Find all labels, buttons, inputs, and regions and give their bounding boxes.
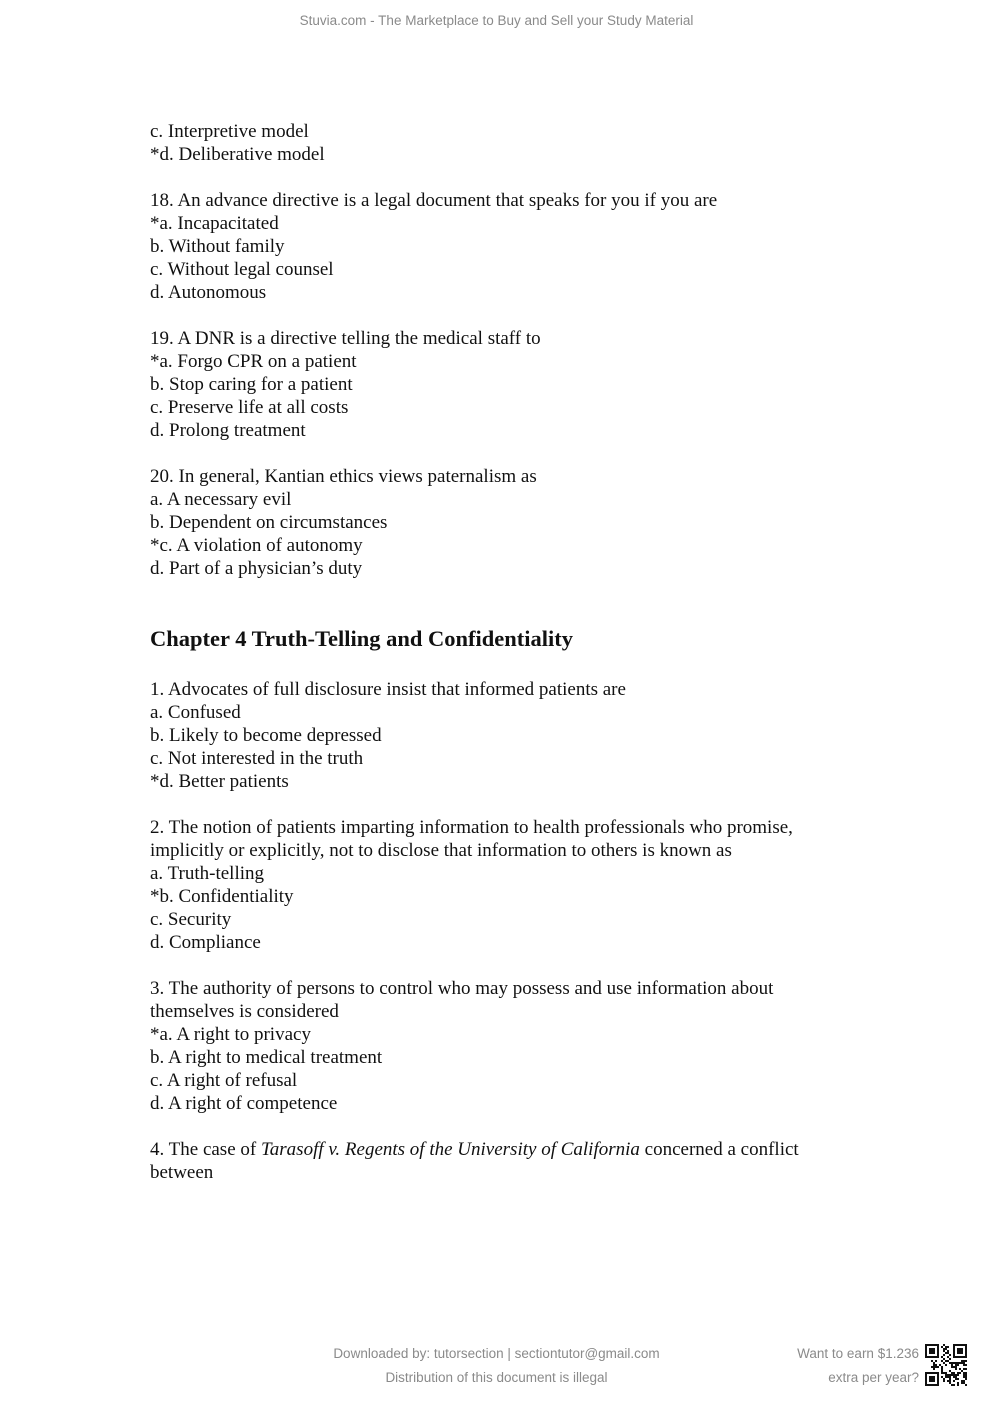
answer-option: b. Without family <box>150 236 285 257</box>
answer-option: *c. A violation of autonomy <box>150 535 363 556</box>
question-block <box>150 678 850 793</box>
answer-option: d. A right of competence <box>150 1093 338 1114</box>
question-text: 19. A DNR is a directive telling the medical staff to <box>150 328 541 349</box>
question-text: themselves is considered <box>150 1001 339 1022</box>
question-block <box>150 120 850 166</box>
answer-option: b. Likely to become depressed <box>150 725 382 746</box>
question-text: 2. The notion of patients imparting information to health professionals who promise, <box>150 817 793 838</box>
answer-option: b. Stop caring for a patient <box>150 374 353 395</box>
qr-code-icon[interactable] <box>925 1344 967 1386</box>
answer-option: d. Part of a physician’s duty <box>150 558 363 579</box>
answer-option: c. Not interested in the truth <box>150 748 364 769</box>
question-block <box>150 327 850 442</box>
answer-option: d. Compliance <box>150 932 261 953</box>
answer-option: *d. Deliberative model <box>150 144 325 165</box>
question-prefix: 4. The case of <box>150 1139 261 1160</box>
question-text: between <box>150 1162 214 1183</box>
question-block <box>150 1138 850 1184</box>
answer-option: d. Autonomous <box>150 282 267 303</box>
answer-option: d. Prolong treatment <box>150 420 306 441</box>
question-block <box>150 465 850 580</box>
answer-option: a. Truth-telling <box>150 863 265 884</box>
answer-option: *a. Forgo CPR on a patient <box>150 351 357 372</box>
answer-option: c. A right of refusal <box>150 1070 298 1091</box>
question-suffix: concerned a conflict <box>639 1139 799 1160</box>
site-header: Stuvia.com - The Marketplace to Buy and Sell your Study Material <box>299 13 694 28</box>
answer-option: *d. Better patients <box>150 771 289 792</box>
document-body <box>150 120 850 1207</box>
question-text: 20. In general, Kantian ethics views paternalism as <box>150 466 537 487</box>
question-text: 18. An advance directive is a legal document that speaks for you if you are <box>150 190 718 211</box>
answer-option: *b. Confidentiality <box>150 886 294 907</box>
question-block <box>150 816 850 954</box>
question-text <box>150 1138 850 1161</box>
answer-option: *a. Incapacitated <box>150 213 279 234</box>
case-name: Tarasoff v. Regents of the University of California <box>260 1139 640 1160</box>
answer-option: b. A right to medical treatment <box>150 1047 383 1068</box>
answer-option: c. Preserve life at all costs <box>150 397 349 418</box>
chapter-heading: Chapter 4 Truth-Telling and Confidentiality <box>150 626 573 651</box>
earn-promo-line-1[interactable]: Want to earn $1.236 <box>797 1346 919 1361</box>
answer-option: c. Interpretive model <box>150 121 309 142</box>
answer-option: c. Security <box>150 909 232 930</box>
earn-promo-line-2[interactable]: extra per year? <box>828 1370 919 1385</box>
download-info: Downloaded by: tutorsection | sectiontutor@gmail.com <box>333 1346 660 1361</box>
question-text: 3. The authority of persons to control who may possess and use information about <box>150 978 774 999</box>
question-block <box>150 189 850 304</box>
question-block <box>150 977 850 1115</box>
answer-option: b. Dependent on circumstances <box>150 512 388 533</box>
answer-option: c. Without legal counsel <box>150 259 334 280</box>
answer-option: a. A necessary evil <box>150 489 292 510</box>
answer-option: a. Confused <box>150 702 241 723</box>
distribution-notice: Distribution of this document is illegal <box>385 1370 608 1385</box>
question-text: 1. Advocates of full disclosure insist that informed patients are <box>150 679 626 700</box>
answer-option: *a. A right to privacy <box>150 1024 311 1045</box>
question-text: implicitly or explicitly, not to disclose that information to others is known as <box>150 840 732 861</box>
